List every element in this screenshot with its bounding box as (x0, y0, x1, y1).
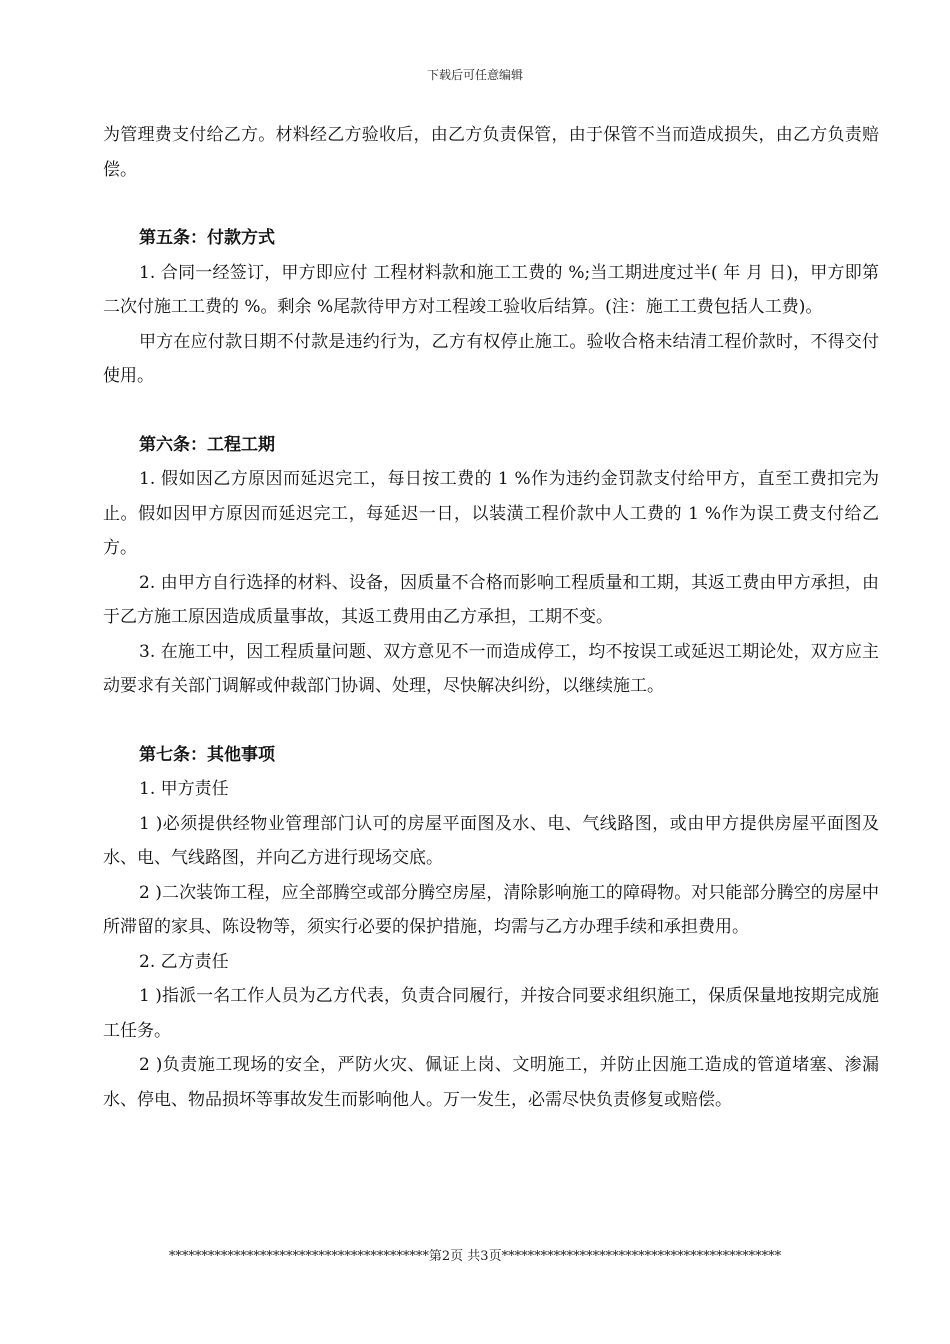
party-a-item-2: 2 )二次装饰工程，应全部腾空或部分腾空房屋，清除影响施工的障碍物。对只能部分腾空的房屋中所滞留的家具、陈设物等，须实行必要的保护措施，均需与乙方办理手续和承担费用。 (103, 882, 879, 937)
article-6-title: 第六条：工程工期 (139, 434, 275, 455)
article-5-title: 第五条：付款方式 (139, 228, 275, 248)
page-header: 下载后可任意编辑 (426, 68, 523, 82)
article-5-paragraph-2: 甲方在应付款日期不付款是违约行为，乙方有权停止施工。验收合格未结清工程价款时，不得交付使用。 (103, 331, 879, 386)
intro-paragraph: 为管理费支付给乙方。材料经乙方验收后，由乙方负责保管，由于保管不当而造成损失，由乙方负责赔偿。 (103, 125, 879, 180)
party-a-item-1: 1 )必须提供经物业管理部门认可的房屋平面图及水、电、气线路图，或由甲方提供房屋平面图及水、电、气线路图，并向乙方进行现场交底。 (103, 813, 879, 868)
party-a-heading: 1. 甲方责任 (139, 779, 229, 799)
party-b-heading: 2. 乙方责任 (139, 951, 229, 972)
article-5-paragraph-1: 1. 合同一经签订，甲方即应付 工程材料款和施工工费的 %;当工期进度过半( 年 月 日)，甲方即第二次付施工工费的 %。剩余 %尾款待甲方对工程竣工验收后结算。(注：施工工费包括人工费)。 (103, 262, 879, 317)
article-6-paragraph-2: 2. 由甲方自行选择的材料、设备，因质量不合格而影响工程质量和工期，其返工费由甲方承担，由于乙方施工原因造成质量事故，其返工费用由乙方承担，工期不变。 (103, 572, 879, 627)
party-b-item-1: 1 )指派一名工作人员为乙方代表，负责合同履行，并按合同要求组织施工，保质保量地按期完成施工任务。 (103, 986, 879, 1041)
article-6-paragraph-1: 1. 假如因乙方原因而延迟完工，每日按工费的 1 %作为违约金罚款支付给甲方，直至工费扣完为止。假如因甲方原因而延迟完工，每延迟一日，以装潢工程价款中人工费的 1 %作为误工费支付给乙方。 (103, 469, 879, 558)
article-6-paragraph-3: 3. 在施工中，因工程质量问题、双方意见不一而造成停工，均不按误工或延迟工期论处，双方应主动要求有关部门调解或仲裁部门协调、处理，尽快解决纠纷，以继续施工。 (103, 641, 879, 696)
article-7-title: 第七条：其他事项 (139, 744, 275, 765)
document-body (103, 118, 879, 1117)
page-footer: ****************************************第2页 共3页******************************************* (168, 1249, 782, 1264)
party-b-item-2: 2 )负责施工现场的安全，严防火灾、佩证上岗、文明施工，并防止因施工造成的管道堵塞、渗漏水、停电、物品损坏等事故发生而影响他人。万一发生，必需尽快负责修复或赔偿。 (103, 1055, 879, 1110)
